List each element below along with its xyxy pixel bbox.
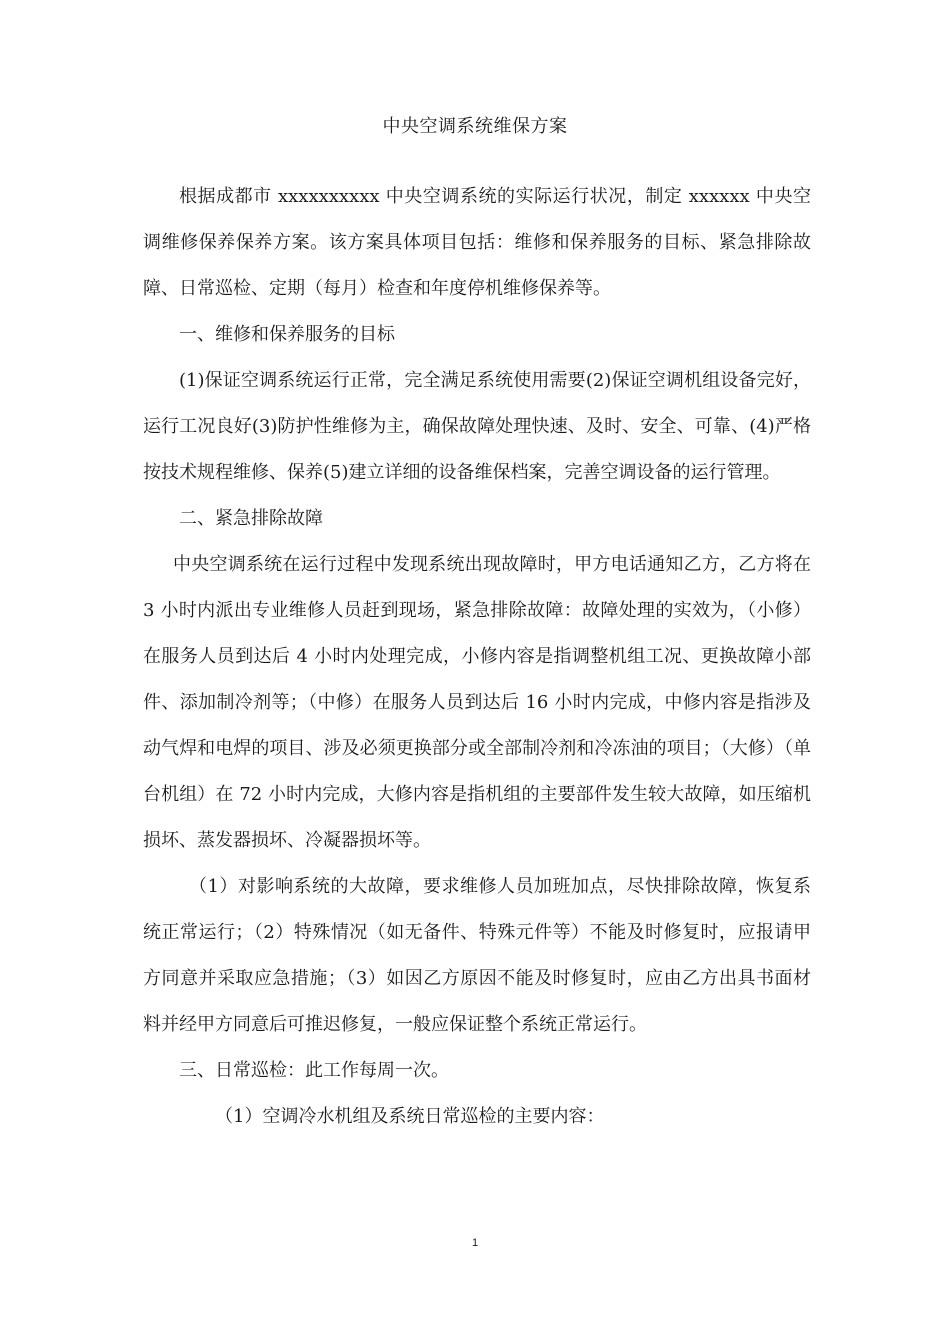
intro-paragraph: 根据成都市 xxxxxxxxxx 中央空调系统的实际运行状况，制定 xxxxxx 中央空调维修保养保养方案。该方案具体项目包括：维修和保养服务的目标、紧急排除故障、日常巡检、定期（每月）检查和年度停机维修保养等。 (143, 186, 811, 299)
emergency-paragraph: 中央空调系统在运行过程中发现系统出现故障时，甲方电话通知乙方，乙方将在 3 小时内派出专业维修人员赶到现场，紧急排除故障：故障处理的实效为，（小修）在服务人员到达后 4 小时内处理完成，小修内容是指调整机组工况、更换故障小部件、添加制冷剂等；（中修）在服务人员到达后 16 小时内完成，中修内容是指涉及动气焊和电焊的项目、涉及必须更换部分或全部制冷剂和冷冻油的项目；（大修）（单台机组）在 72 小时内完成，大修内容是指机组的主要部件发生较大故障，如压缩机损坏、蒸发器损坏、冷凝器损坏等。 (143, 554, 811, 851)
section-heading-3: 三、日常巡检：此工作每周一次。 (179, 1060, 449, 1081)
document-body (143, 174, 811, 1140)
page-number: 1 (471, 1237, 479, 1249)
emergency-items-paragraph: （1）对影响系统的大故障，要求维修人员加班加点，尽快排除故障，恢复系统正常运行；（2）特殊情况（如无备件、特殊元件等）不能及时修复时，应报请甲方同意并采取应急措施；（3）如因乙方原因不能及时修复时，应由乙方出具书面材料并经甲方同意后可推迟修复，一般应保证整个系统正常运行。 (143, 876, 811, 1035)
section-heading-2: 二、紧急排除故障 (179, 508, 323, 529)
document-title: 中央空调系统维保方案 (382, 116, 568, 137)
goals-paragraph: (1)保证空调系统运行正常，完全满足系统使用需要(2)保证空调机组设备完好，运行工况良好(3)防护性维修为主，确保故障处理快速、及时、安全、可靠、(4)严格按技术规程维修、保养(5)建立详细的设备维保档案，完善空调设备的运行管理。 (143, 370, 811, 483)
inspection-item-1: （1）空调冷水机组及系统日常巡检的主要内容： (215, 1106, 605, 1127)
section-heading-1: 一、维修和保养服务的目标 (179, 324, 395, 345)
